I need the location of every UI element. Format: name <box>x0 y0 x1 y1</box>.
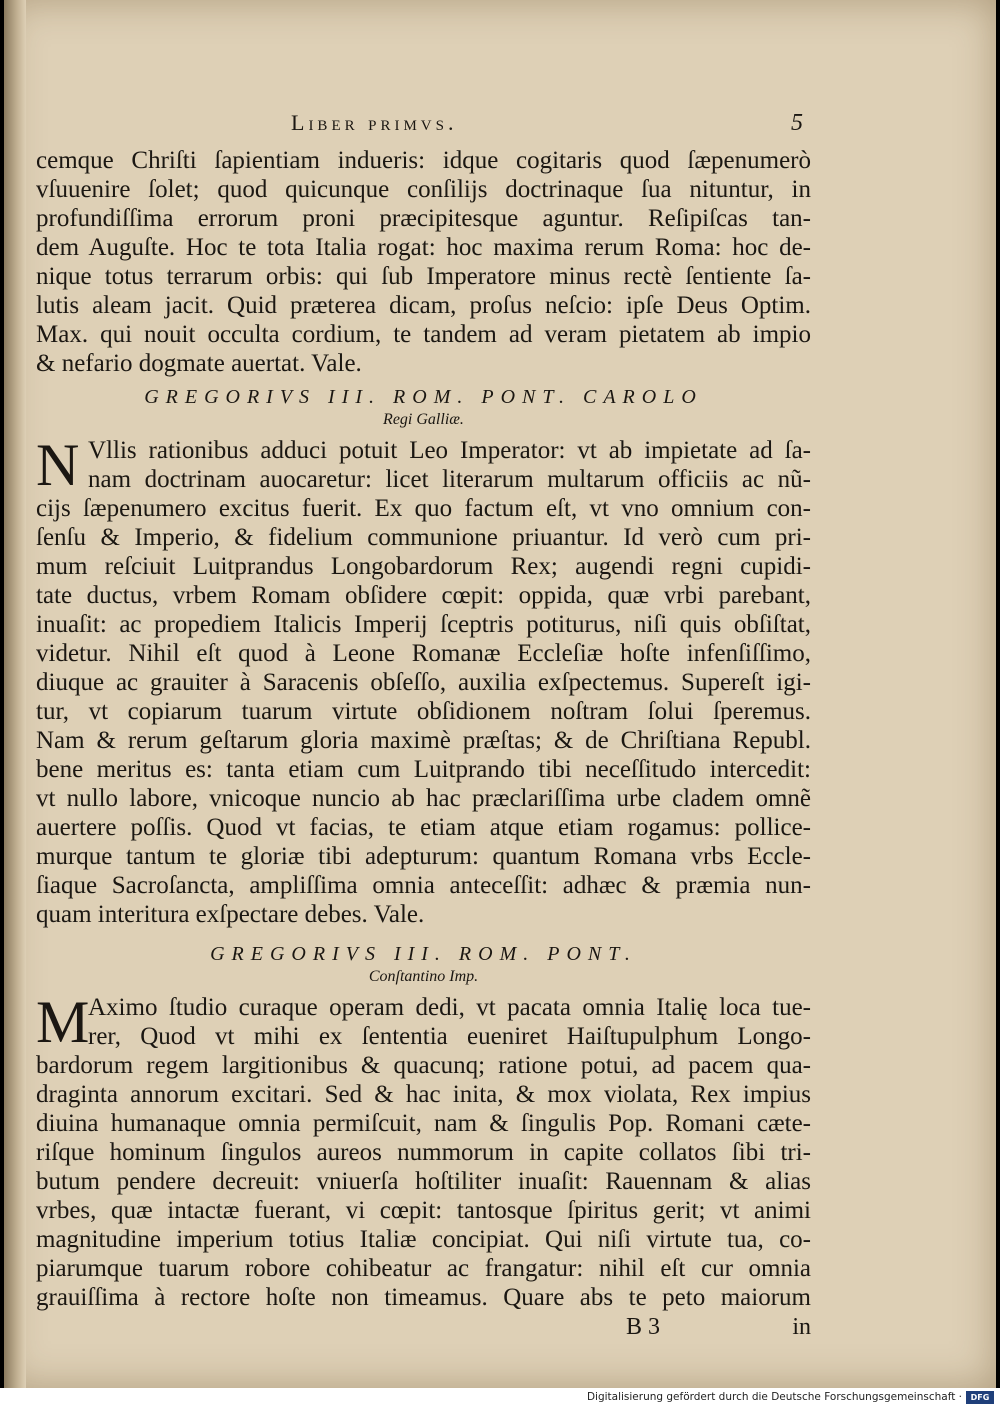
letter-heading: GREGORIVS III. ROM. PONT. <box>210 943 637 965</box>
text-line: quam interitura exſpectare debes. Vale. <box>36 901 425 928</box>
funding-credit: Digitalisierung gefördert durch die Deutsche Forschungsgemeinschaft · <box>586 1391 962 1403</box>
text-line: magnitudine imperium totius Italiæ concipiat. Qui niſi virtute tua, co- <box>36 1226 811 1253</box>
page-footer <box>36 1314 811 1348</box>
letter-body <box>36 432 811 929</box>
text-line: grauiſſima à rectore hoſte non timeamus. Quare abs te peto maiorum <box>36 1284 811 1311</box>
text-line: diuque ac grauiter à Saracenis obſeſſo, auxilia exſpectemus. Supereſt igi- <box>36 669 811 696</box>
text-line: bardorum regem largitionibus & quacunq; ratione potui, ad pacem qua- <box>36 1052 811 1079</box>
letter-subheading: Regi Galliæ. <box>383 411 464 428</box>
page-number: 5 <box>791 110 803 136</box>
page-gutter <box>4 0 26 1388</box>
text-line: dem Auguſte. Hoc te tota Italia rogat: hoc maxima rerum Roma: hoc de- <box>36 234 811 261</box>
text-line: vt nullo labore, vnicoque nuncio ab hac præclariſſima urbe cladem omnẽ <box>36 785 811 812</box>
text-line: draginta annorum excitari. Sed & hac inita, & mox violata, Rex impius <box>36 1081 811 1108</box>
text-line: butum pendere decreuit: vniuerſa hoſtiliter inuaſit: Rauennam & alias <box>36 1168 811 1195</box>
book-page <box>4 0 996 1388</box>
text-line: rer, Quod vt mihi ex ſententia eueniret Haiſtupulphum Longo- <box>88 1023 811 1050</box>
letter-heading: GREGORIVS III. ROM. PONT. CAROLO <box>144 386 703 408</box>
text-line: nam doctrinam auocaretur: licet literarum multarum officiis ac nũ- <box>88 466 811 493</box>
text-line: profundiſſima errorum proni præcipitesque aguntur. Reſipiſcas tan- <box>36 205 811 232</box>
text-line: riſque hominum ſingulos aureos nummorum in capite collatos ſibi tri- <box>36 1139 811 1166</box>
credit-bar <box>0 1388 1000 1408</box>
signature-mark: B 3 <box>626 1314 661 1340</box>
text-line: mum reſciuit Luitprandus Longobardorum Rex; augendi regni cupidi- <box>36 553 811 580</box>
text-line: Aximo ſtudio curaque operam dedi, vt pacata omnia Italię loca tue- <box>88 994 811 1021</box>
drop-cap: N <box>36 432 80 498</box>
text-line: tate ductus, vrbem Romam obſidere cœpit: oppida, quæ vrbi parebant, <box>36 582 811 609</box>
text-line: nique totus terrarum orbis: qui ſub Imperatore minus rectè ſentiente ſa- <box>36 263 811 290</box>
text-line: vrbes, quæ intactæ fuerant, vi cœpit: tantosque ſpiritus gerit; vt animi <box>36 1197 811 1224</box>
text-line: murque tantum te gloriæ tibi adepturum: quantum Romana vrbs Eccle- <box>36 843 811 870</box>
text-line: cemque Chriſti ſapientiam indueris: idque cogitaris quod ſæpenumerò <box>36 147 811 174</box>
text-line: lutis aleam jacit. Quid præterea dicam, proſus neſcio: ipſe Deus Optim. <box>36 292 811 319</box>
text-line: Vllis rationibus adduci potuit Leo Imperator: vt ab impietate ad ſa- <box>88 437 811 464</box>
drop-cap: M <box>36 989 90 1055</box>
text-line: cijs ſæpenumero excitus fuerit. Ex quo factum eſt, vt vno omnium con- <box>36 495 811 522</box>
text-block <box>36 110 811 1348</box>
text-line: inuaſit: ac propediem Italicis Imperij ſceptris potiturus, niſi quis obſiſtat, <box>36 611 811 638</box>
catchword: in <box>792 1314 811 1340</box>
letter-section <box>36 384 811 929</box>
letter-body <box>36 989 811 1312</box>
text-line: bene meritus es: tanta etiam cum Luitprando tibi neceſſitudo intercedit: <box>36 756 811 783</box>
letter-subheading: Conſtantino Imp. <box>368 968 479 985</box>
running-head <box>36 110 811 146</box>
text-line: Nam & rerum geſtarum gloria maximè præſtas; & de Chriſtiana Republ. <box>36 727 811 754</box>
text-line: Max. qui nouit occulta cordium, te tandem ad veram pietatem ab impio <box>36 321 811 348</box>
intro-paragraph <box>36 146 811 378</box>
text-line: videtur. Nihil eſt quod à Leone Romanæ Eccleſiæ hoſte infenſiſſimo, <box>36 640 811 667</box>
text-line: piarumque tuarum robore cohibeatur ac frangatur: nihil eſt cur omnia <box>36 1255 811 1282</box>
text-line: tur, vt copiarum tuarum virtute obſidionem noſtram ſolui ſperemus. <box>36 698 811 725</box>
text-line: diuina humanaque omnia permiſcuit, nam & ſingulis Pop. Romani cæte- <box>36 1110 811 1137</box>
text-line: vſuuenire ſolet; quod quicunque conſilijs doctrinaque ſua nituntur, in <box>36 176 811 203</box>
text-line: auertere poſſis. Quod vt facias, te etiam atque etiam rogamus: pollice- <box>36 814 811 841</box>
running-title: Liber primvs. <box>291 110 458 135</box>
dfg-logo-icon: DFG <box>966 1391 994 1404</box>
letter-section <box>36 941 811 1312</box>
text-line: & nefario dogmate auertat. Vale. <box>36 350 362 377</box>
text-line: ſiaque Sacroſancta, ampliſſima omnia anteceſſit: adhæc & præmia nun- <box>36 872 811 899</box>
text-line: ſenſu & Imperio, & fidelium communione priuantur. Id verò cum pri- <box>36 524 811 551</box>
